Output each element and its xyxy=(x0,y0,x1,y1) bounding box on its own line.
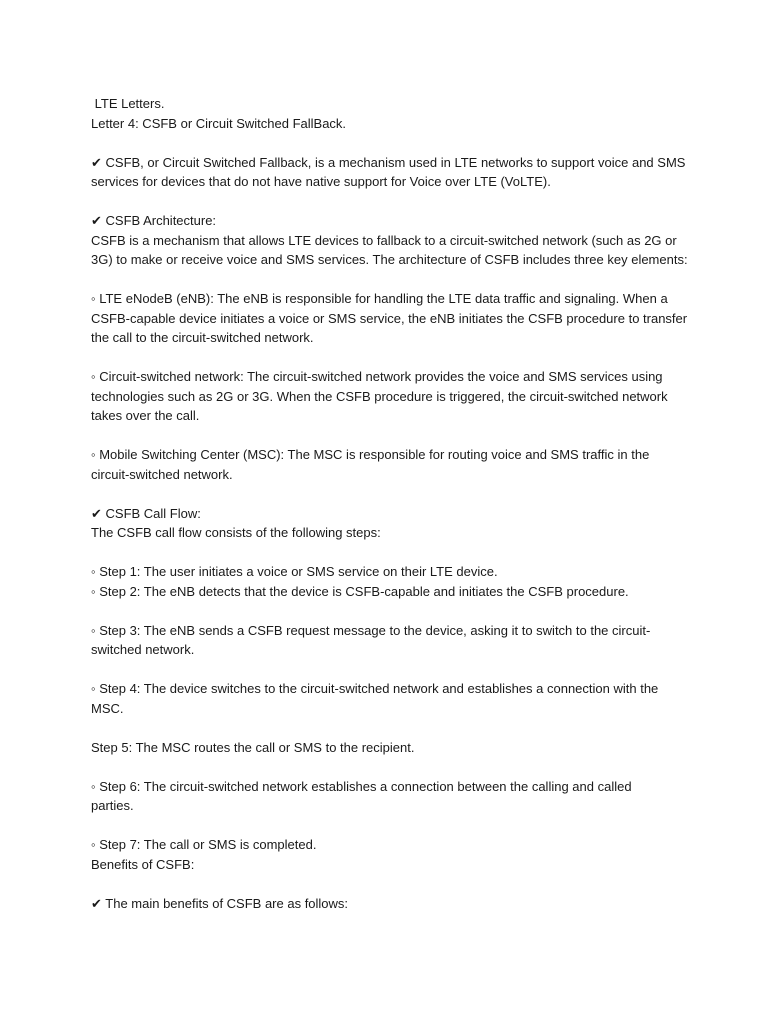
doc-line: ◦ Step 7: The call or SMS is completed. xyxy=(91,837,317,852)
doc-line: ◦ Step 4: The device switches to the circuit-switched network and establishes a connection with the xyxy=(91,681,659,696)
doc-line: ✔ CSFB Architecture: xyxy=(91,213,217,228)
doc-line: switched network. xyxy=(91,642,195,657)
doc-line: ◦ LTE eNodeB (eNB): The eNB is responsible for handling the LTE data traffic and signaling. When a xyxy=(91,291,668,306)
doc-line xyxy=(91,543,691,563)
doc-line: technologies such as 2G or 3G. When the CSFB procedure is triggered, the circuit-switched network xyxy=(91,388,668,404)
doc-line: MSC. xyxy=(91,700,124,716)
doc-line xyxy=(91,133,691,153)
doc-line: ✔ The main benefits of CSFB are as follows: xyxy=(91,895,349,911)
doc-line: Letter 4: CSFB or Circuit Switched FallBack. xyxy=(91,115,347,131)
doc-line: ◦ Step 1: The user initiates a voice or SMS service on their LTE device. xyxy=(91,564,498,579)
doc-line: CSFB-capable device initiates a voice or SMS service, the eNB initiates the CSFB procedure to transfer xyxy=(91,310,688,326)
doc-line: the call to the circuit-switched network. xyxy=(91,330,314,345)
doc-line xyxy=(91,816,691,836)
doc-line: ◦ Step 3: The eNB sends a CSFB request message to the device, asking it to switch to the circuit- xyxy=(91,622,651,638)
document-body xyxy=(91,94,691,913)
doc-line xyxy=(91,757,691,777)
doc-line: CSFB is a mechanism that allows LTE devices to fallback to a circuit-switched network (such as 2G or xyxy=(91,232,677,248)
doc-line xyxy=(91,426,691,446)
doc-line xyxy=(91,874,691,894)
doc-line: ✔ CSFB Call Flow: xyxy=(91,505,201,521)
doc-line: 3G) to make or receive voice and SMS services. The architecture of CSFB includes three key elements: xyxy=(91,252,688,267)
doc-line: ◦ Mobile Switching Center (MSC): The MSC is responsible for routing voice and SMS traffic in the xyxy=(91,447,650,462)
doc-line: Step 5: The MSC routes the call or SMS to the recipient. xyxy=(91,739,415,755)
doc-line xyxy=(91,601,691,621)
doc-line: ◦ Circuit-switched network: The circuit-switched network provides the voice and SMS services using xyxy=(91,369,663,384)
doc-line: ◦ Step 2: The eNB detects that the device is CSFB-capable and initiates the CSFB procedure. xyxy=(91,583,629,599)
doc-line: ✔ CSFB, or Circuit Switched Fallback, is a mechanism used in LTE networks to support voice and SMS xyxy=(91,154,686,170)
doc-line: The CSFB call flow consists of the following steps: xyxy=(91,525,381,540)
doc-line: parties. xyxy=(91,798,134,813)
doc-line xyxy=(91,348,691,368)
doc-line xyxy=(91,192,691,212)
doc-line: ◦ Step 6: The circuit-switched network establishes a connection between the calling and called xyxy=(91,778,632,794)
doc-line xyxy=(91,270,691,290)
doc-line xyxy=(91,660,691,680)
doc-line xyxy=(91,484,691,504)
doc-line: LTE Letters. xyxy=(91,96,165,111)
doc-line: Benefits of CSFB: xyxy=(91,856,195,872)
doc-line: services for devices that do not have native support for Voice over LTE (VoLTE). xyxy=(91,174,551,189)
doc-line: circuit-switched network. xyxy=(91,466,233,482)
doc-line xyxy=(91,718,691,738)
doc-line: takes over the call. xyxy=(91,408,200,423)
